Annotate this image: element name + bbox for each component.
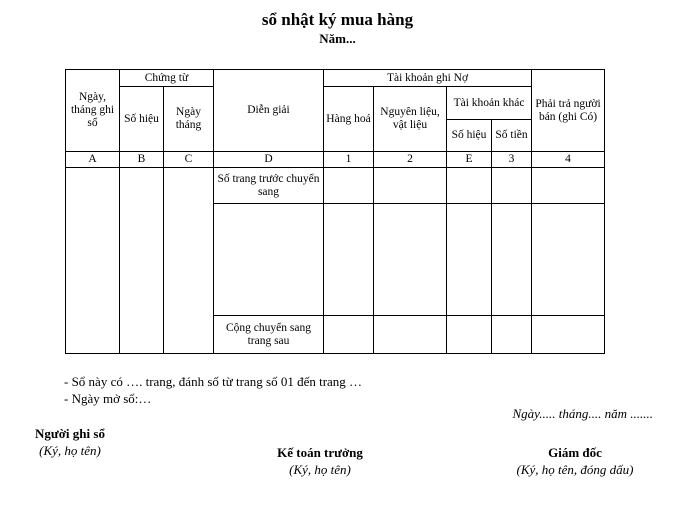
table-cell xyxy=(492,204,532,316)
table-cell xyxy=(492,168,532,204)
note-open-date: - Ngày mở sổ:… xyxy=(64,391,152,406)
header-goods: Hàng hoá xyxy=(324,87,374,152)
code-cell: C xyxy=(164,152,214,168)
header-materials: Nguyên liệu, vật liệu xyxy=(374,87,447,152)
table-cell xyxy=(532,168,605,204)
table-row xyxy=(66,168,605,204)
table-cell xyxy=(532,316,605,354)
note-page-count: - Sổ này có …. trang, đánh số từ trang số 01 đến trang … xyxy=(64,374,363,389)
ledger-notes xyxy=(64,373,362,407)
signature-hint: (Ký, họ tên) xyxy=(39,443,101,458)
signature-director xyxy=(490,444,660,478)
code-cell: B xyxy=(120,152,164,168)
header-date: Ngày, tháng ghi sổ xyxy=(66,70,120,152)
signature-hint: (Ký, họ tên, đóng dấu) xyxy=(516,462,634,477)
header-other-accounts: Tài khoản khác xyxy=(447,87,532,120)
table-cell xyxy=(324,316,374,354)
table-cell xyxy=(374,168,447,204)
header-voucher-date: Ngày tháng xyxy=(164,87,214,152)
signature-recorder xyxy=(18,425,122,459)
code-cell: 2 xyxy=(374,152,447,168)
date-cell xyxy=(66,168,120,354)
voucher-number-cell xyxy=(120,168,164,354)
header-debit-accounts: Tài khoản ghi Nợ xyxy=(324,70,532,87)
carried-in-label: Số trang trước chuyển sang xyxy=(214,168,324,204)
purchase-journal-table xyxy=(65,69,605,354)
code-cell: D xyxy=(214,152,324,168)
table-cell xyxy=(492,316,532,354)
carried-out-label: Cộng chuyển sang trang sau xyxy=(214,316,324,354)
header-other-amount: Số tiền xyxy=(492,120,532,152)
table-cell xyxy=(324,204,374,316)
table-cell xyxy=(374,316,447,354)
table-cell xyxy=(447,204,492,316)
table-cell xyxy=(214,204,324,316)
code-cell: 4 xyxy=(532,152,605,168)
table-cell xyxy=(532,204,605,316)
code-cell: 3 xyxy=(492,152,532,168)
code-cell: 1 xyxy=(324,152,374,168)
header-voucher-number: Số hiệu xyxy=(120,87,164,152)
header-other-number: Số hiệu xyxy=(447,120,492,152)
header-description: Diễn giải xyxy=(214,70,324,152)
signature-role: Kế toán trưởng xyxy=(277,445,363,460)
signature-role: Giám đốc xyxy=(548,445,602,460)
signature-role: Người ghi sổ xyxy=(35,426,105,441)
signature-hint: (Ký, họ tên) xyxy=(289,462,351,477)
sign-date-line: Ngày..... tháng.... năm ....... xyxy=(512,406,653,421)
column-codes-row xyxy=(66,152,605,168)
ledger-year: Năm... xyxy=(319,31,356,46)
table-cell xyxy=(324,168,374,204)
code-cell: A xyxy=(66,152,120,168)
header-voucher: Chứng từ xyxy=(120,70,214,87)
table-cell xyxy=(447,168,492,204)
header-payable: Phải trả người bán (ghi Có) xyxy=(532,70,605,152)
signature-chief-accountant xyxy=(255,444,385,478)
ledger-title: sổ nhật ký mua hàng xyxy=(261,10,414,29)
table-cell xyxy=(374,204,447,316)
code-cell: E xyxy=(447,152,492,168)
voucher-date-cell xyxy=(164,168,214,354)
table-cell xyxy=(447,316,492,354)
